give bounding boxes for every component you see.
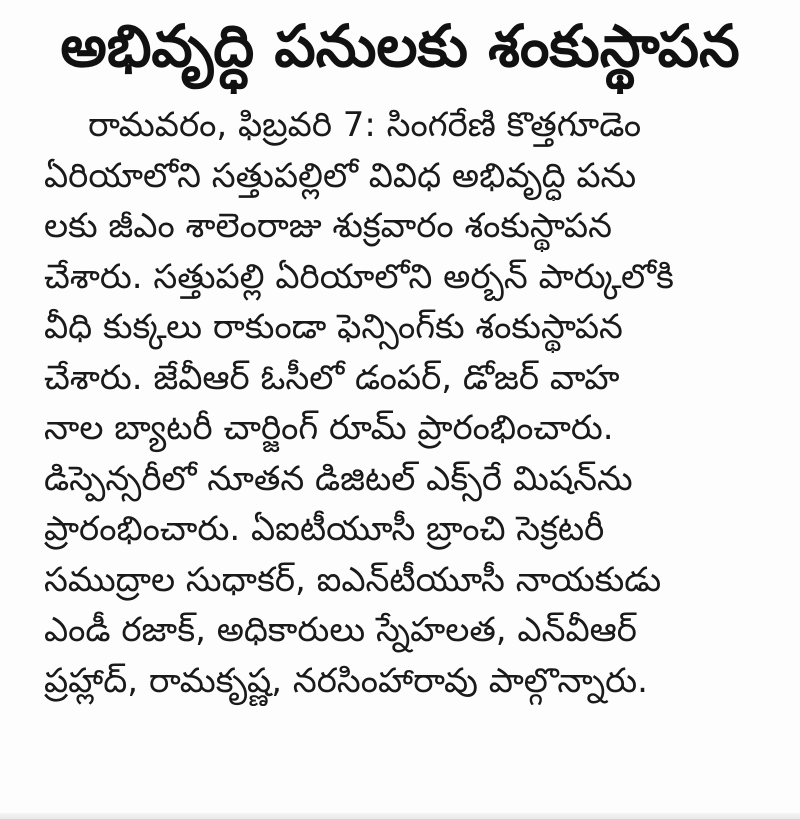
- article-line: ప్రహ్లాద్, రామకృష్ణ, నరసింహారావు పాల్గొన్నారు.: [44, 660, 648, 701]
- article-body: [44, 100, 766, 706]
- article-headline: అభివృద్ధి పనులకు శంకుస్థాపన: [60, 12, 740, 80]
- article-line: సముద్రాల సుధాకర్, ఐఎన్‌టీయూసీ నాయకుడు: [44, 559, 662, 600]
- article-line: చేశారు. సత్తుపల్లి ఏరియాలోని అర్బన్ పార్కులోకి: [44, 256, 674, 297]
- article-line: లకు జీఎం శాలెంరాజు శుక్రవారం శంకుస్థాపన: [44, 206, 612, 246]
- clipping-bottom-edge: [0, 813, 800, 819]
- article-line: చేశారు. జేవీఆర్ ఓసీలో డంపర్, డోజర్ వాహ: [44, 357, 620, 398]
- article-line: డిస్పెన్సరీలో నూతన డిజిటల్ ఎక్స్‌రే మిషన్‌ను: [44, 458, 633, 499]
- article-line: వీధి కుక్కలు రాకుండా ఫెన్సింగ్‌కు శంకుస్థాపన: [44, 307, 623, 347]
- article-line: ఏరియాలోని సత్తుపల్లిలో వివిధ అభివృద్ధి పను: [44, 155, 637, 196]
- article-line: నాల బ్యాటరీ చార్జింగ్ రూమ్ ప్రారంభించారు.: [44, 408, 614, 448]
- article-line: ప్రారంభించారు. ఏఐటీయూసీ బ్రాంచి సెక్రటరీ: [44, 509, 605, 549]
- article-line: ఎండీ రజాక్, అధికారులు స్నేహలత, ఎన్‌వీఆర్: [44, 610, 637, 650]
- article-line: రామవరం, ఫిబ్రవరి 7: సింగరేణి కొత్తగూడెం: [88, 105, 642, 145]
